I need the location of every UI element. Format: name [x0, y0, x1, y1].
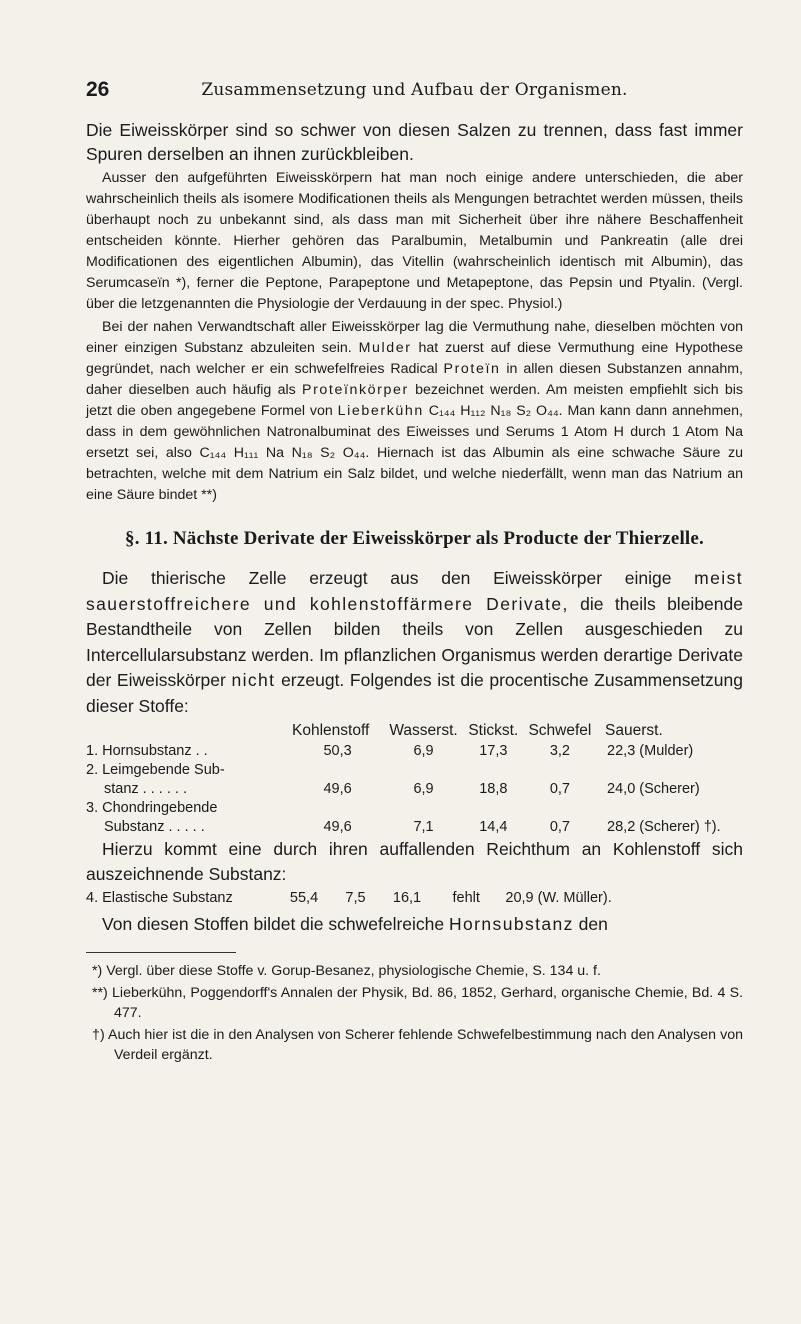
- footnote-text: Lieberkühn, Poggendorff's Annalen der Physik, Bd. 86, 1852, Gerhard, organische Chemie, Bd. 4 S. 477.: [112, 984, 743, 1021]
- footnote: [86, 961, 743, 981]
- table-cell: 28,2 (Scherer) †).: [607, 819, 721, 835]
- table-cell: 49,6: [323, 819, 352, 835]
- formula-2: C₁₄₄ H₁₁₁ Na N₁₈ S₂ O₄₄.: [199, 445, 370, 461]
- table-cell: 7,1: [413, 819, 434, 835]
- term-hornsubstanz: Hornsubstanz: [449, 914, 574, 934]
- table-header-row: [86, 721, 743, 742]
- formula-1: C₁₄₄ H₁₁₂ N₁₈ S₂ O₄₄.: [428, 403, 563, 419]
- table-cell: 22,3 (Mulder): [607, 743, 694, 759]
- footnote: [86, 1025, 743, 1065]
- paragraph-2: Ausser den aufgeführten Eiweisskörpern hat man noch einige andere unterschieden, die aber wahrscheinlich theils als isomere Modificationen theils als Mengungen betrachtet werden müssen, theils überhaupt noch zu unbekannt sind, als dass man mit Sicherheit über ihre nähere Beschaffenheit entscheiden könnte. Hierher gehören das Paralbumin, Metalbumin und Pankreatin (alle drei Modificationen des eigentlichen Albumin), das Vitellin (wahrscheinlich identisch mit Albumin), das Serumcaseïn *), ferner die Peptone, Parapeptone und Metapeptone, das Pepsin und Ptyalin. (Vergl. über die letzgenannten die Physiologie der Verdauung in der spec. Physiol.): [86, 170, 743, 312]
- table-cell: 6,9: [413, 781, 434, 797]
- table-cell: 6,9: [413, 743, 434, 759]
- page-number: 26: [86, 78, 110, 101]
- term-derivate: sauerstoffreichere und kohlenstoffärmere Derivate,: [86, 593, 569, 614]
- table-row: [86, 742, 743, 761]
- col-header: Schwefel: [528, 722, 592, 739]
- closing-text-1: Von diesen Stoffen bildet die schwefelreiche: [102, 914, 445, 934]
- term-nicht: nicht: [231, 670, 276, 690]
- paragraph-4: [86, 566, 743, 719]
- row-label: 3. Chondringebende: [86, 800, 218, 816]
- table-cell: 14,4: [479, 819, 508, 835]
- table-cell: 3,2: [549, 743, 570, 759]
- table-cell: 20,9 (W. Müller).: [505, 890, 612, 906]
- p3-text-6: Hiernach ist das Albumin als eine schwache Säure zu betrachten, welche mit dem Natrium ein Salz bildet, und welche niederfällt, wenn man das Natrium an eine Säure bindet **): [86, 445, 743, 503]
- p4-text-2: die theils bleibende Bestandtheile von Zellen bilden theils von Zellen ausgeschieden zu Intercellularsubstanz werden. Im pflanzlichen Organismus werden derartige Derivate der Eiweisskörper: [86, 593, 743, 690]
- row-label: 4. Elastische Substanz: [86, 890, 233, 906]
- footnote-rule: [86, 952, 236, 953]
- p3-text-1: Bei der nahen Verwandtschaft aller Eiweisskörper lag die Vermuthung nahe, dieselben möchten von einer einzigen Substanz abzuleiten sein.: [86, 319, 743, 356]
- row-label: 1. Hornsubstanz . .: [86, 743, 208, 759]
- footnote: [86, 983, 743, 1023]
- footnote-mark: †): [92, 1026, 105, 1043]
- table-cell: 49,6: [323, 781, 352, 797]
- p3-text-5: Man kann dann annehmen, dass in dem gewöhnlichen Natronalbuminat des Eiweisses und Serums 1 Atom H durch 1 Atom Na ersetzt sei, also: [86, 403, 743, 461]
- table-cell: 55,4: [289, 890, 319, 906]
- closing-text-2: den: [578, 914, 608, 934]
- section-heading: §. 11. Nächste Derivate der Eiweisskörper als Producte der Thierzelle.: [125, 528, 704, 549]
- table-row: [86, 818, 743, 837]
- p3-text-4: bezeichnet werden. Am meisten empfiehlt sich bis jetzt die oben angegebene Formel von: [86, 382, 744, 419]
- table-row: [86, 799, 743, 818]
- page-header: [86, 78, 743, 106]
- row-label-cont: stanz . . . . . .: [104, 781, 187, 797]
- term-protein: Proteïn: [443, 361, 501, 377]
- running-title: Zusammensetzung und Aufbau der Organismen.: [201, 80, 628, 100]
- table-row: [86, 889, 743, 908]
- footnote-mark: **): [92, 984, 108, 1001]
- table-cell: fehlt: [452, 890, 480, 906]
- table-cell: 0,7: [549, 781, 570, 797]
- row-label: 2. Leimgebende Sub-: [86, 762, 225, 778]
- row-label-cont: Substanz . . . . .: [104, 819, 205, 835]
- col-header: Stickst.: [468, 722, 519, 739]
- paragraph-1: Die Eiweisskörper sind so schwer von diesen Salzen zu trennen, dass fast immer Spuren derselben an ihnen zurückbleiben.: [86, 120, 743, 164]
- p4-text-3: erzeugt. Folgendes ist die procentische Zusammensetzung dieser Stoffe:: [86, 670, 743, 716]
- table-interlude: Hierzu kommt eine durch ihren auffallenden Reichthum an Kohlenstoff sich auszeichnende Substanz:: [86, 839, 743, 884]
- table-cell: 24,0 (Scherer): [607, 781, 700, 797]
- author-lieberkuehn: Lieberkühn: [337, 403, 424, 419]
- footnote-mark: *): [92, 962, 103, 979]
- table-row: [86, 780, 743, 799]
- table-row: [86, 761, 743, 780]
- p4-text-1: Die thierische Zelle erzeugt aus den Eiweisskörper einige: [102, 568, 672, 588]
- col-header: Sauerst.: [605, 722, 663, 739]
- paragraph-3: [86, 317, 743, 506]
- p3-text-2: hat zuerst auf diese Vermuthung eine Hypothese gegründet, nach welcher er ein schwefelfreies Radical: [86, 340, 743, 377]
- closing-line: [86, 912, 743, 938]
- footnotes: [86, 961, 743, 1065]
- table-cell: 0,7: [549, 819, 570, 835]
- table-cell: 16,1: [392, 890, 422, 906]
- table-cell: 17,3: [479, 743, 508, 759]
- table-cell: 18,8: [479, 781, 508, 797]
- col-header: Kohlenstoff: [292, 722, 370, 739]
- author-mulder: Mulder: [358, 340, 412, 356]
- composition-table: [86, 721, 743, 837]
- composition-table-continued: [86, 889, 743, 908]
- p3-text-3: in allen diesen Substanzen annahm, daher dieselben auch häufig als: [86, 361, 743, 398]
- col-header: Wasserst.: [389, 722, 458, 739]
- footnote-text: Vergl. über diese Stoffe v. Gorup-Besanez, physiologische Chemie, S. 134 u. f.: [106, 962, 601, 979]
- table-cell: 50,3: [323, 743, 352, 759]
- term-meist: meist: [694, 568, 743, 588]
- term-proteinkoerper: Proteïnkörper: [302, 382, 409, 398]
- footnote-text: Auch hier ist die in den Analysen von Scherer fehlende Schwefelbestimmung nach den Analysen von Verdeil ergänzt.: [108, 1026, 743, 1063]
- table-cell: 7,5: [345, 890, 366, 906]
